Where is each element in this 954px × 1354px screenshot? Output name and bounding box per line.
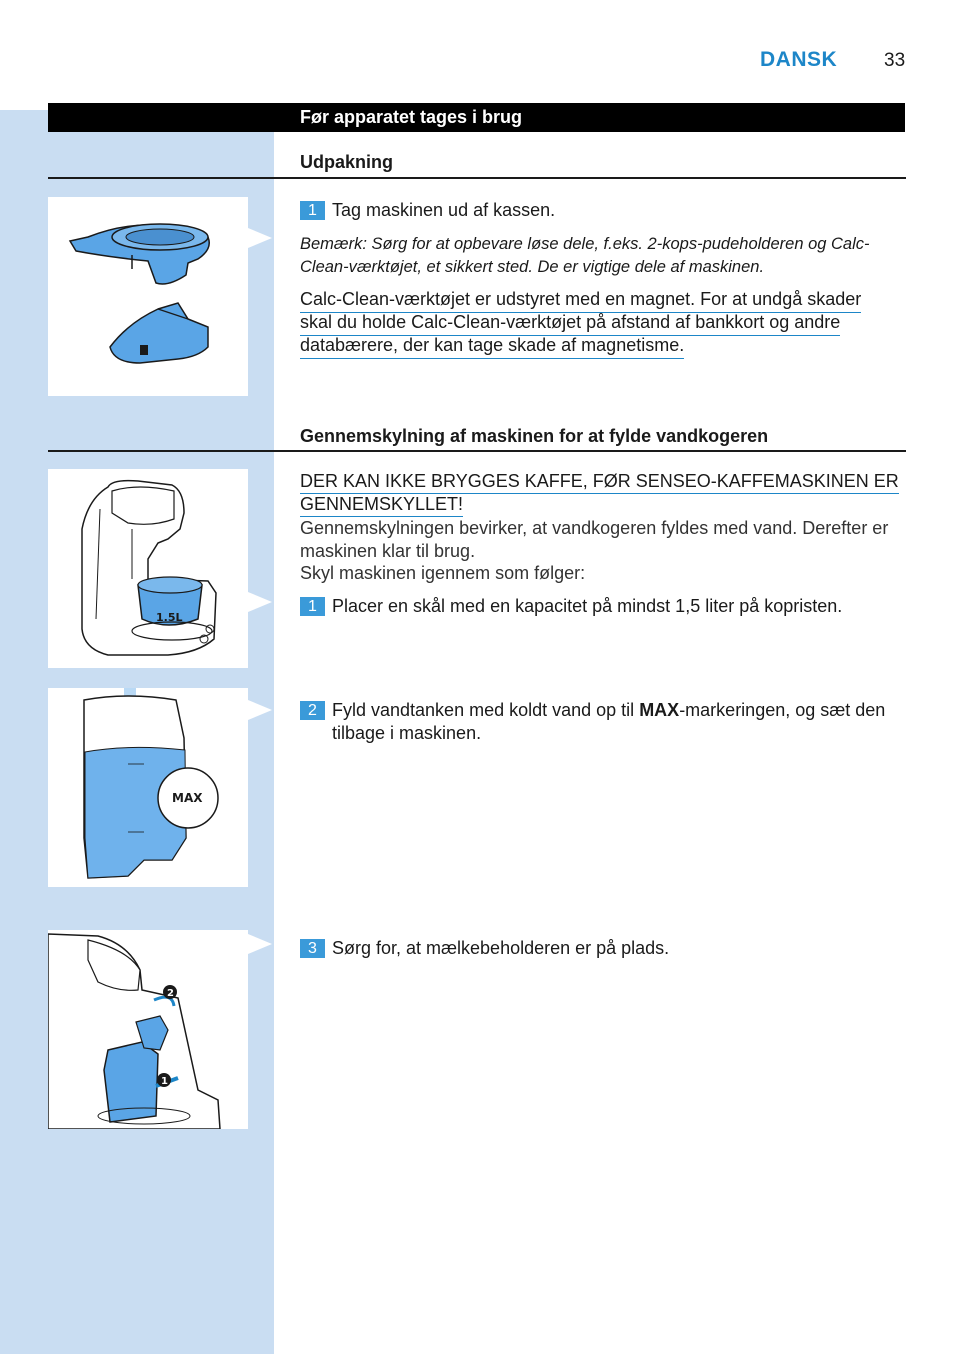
magnet-warning-line: Calc-Clean-værktøjet er udstyret med en magnet. For at undgå skader bbox=[300, 288, 861, 313]
callout-number: 1 bbox=[161, 1076, 168, 1087]
page-number: 33 bbox=[884, 50, 906, 71]
machine-bowl-illustration bbox=[48, 469, 248, 668]
flushing-step-3 bbox=[300, 937, 900, 960]
flushing-heading: Gennemskylning af maskinen for at fylde vandkogeren bbox=[300, 426, 769, 446]
max-marking-label: MAX bbox=[172, 791, 203, 805]
step-number-badge: 1 bbox=[300, 597, 325, 616]
bowl-capacity-label: 1.5L bbox=[156, 611, 183, 624]
figure-water-tank bbox=[48, 688, 248, 887]
unpacking-note bbox=[300, 233, 890, 279]
step-text: Tag maskinen ud af kassen. bbox=[332, 200, 556, 220]
magnet-warning-line: databærere, der kan tage skade af magnetisme. bbox=[300, 334, 684, 359]
step-text-part: -markeringen, og sæt den tilbage i maskinen. bbox=[332, 700, 886, 743]
intro-line: Gennemskylningen bevirker, at vandkogeren fyldes med vand. Derefter er bbox=[300, 518, 889, 538]
intro-line: Skyl maskinen igennem som følger: bbox=[300, 563, 586, 583]
figure-pointer bbox=[248, 592, 272, 612]
flushing-rule bbox=[48, 450, 906, 452]
intro-line: maskinen klar til brug. bbox=[300, 540, 476, 561]
flushing-warning-line: GENNEMSKYLLET! bbox=[300, 493, 463, 517]
flushing-step-1 bbox=[300, 595, 900, 618]
step-text: Placer en skål med en kapacitet på mindst 1,5 liter på kopristen. bbox=[332, 596, 843, 616]
flushing-warning bbox=[300, 470, 910, 516]
unpacking-rule bbox=[48, 177, 906, 179]
callout-number: 2 bbox=[167, 988, 174, 999]
step-text bbox=[300, 699, 900, 745]
figure-pod-holder-and-calc-clean bbox=[48, 197, 248, 396]
water-tank-illustration bbox=[48, 688, 248, 887]
note-line: Clean-værktøjet, et sikkert sted. De er vigtige dele af maskinen. bbox=[300, 258, 765, 276]
section-title: Før apparatet tages i brug bbox=[300, 107, 523, 127]
flushing-step-2 bbox=[300, 699, 900, 745]
section-title-bar bbox=[48, 103, 905, 132]
unpacking-step-1 bbox=[300, 199, 900, 222]
milk-container-illustration bbox=[48, 930, 248, 1129]
unpacking-heading: Udpakning bbox=[300, 152, 393, 172]
step-text-part: Fyld vandtanken med koldt vand op til bbox=[332, 700, 640, 720]
max-keyword: MAX bbox=[639, 700, 680, 720]
language-label: DANSK bbox=[760, 48, 838, 71]
figure-pointer bbox=[248, 934, 272, 954]
pod-holder-illustration bbox=[48, 197, 248, 396]
step-text: Sørg for, at mælkebeholderen er på plads. bbox=[332, 938, 670, 958]
flushing-intro bbox=[300, 517, 900, 585]
figure-machine-with-bowl bbox=[48, 469, 248, 668]
step-number-badge: 2 bbox=[300, 701, 325, 720]
magnet-warning bbox=[300, 288, 910, 357]
magnet-warning-line: skal du holde Calc-Clean-værktøjet på afstand af bankkort og andre bbox=[300, 311, 840, 336]
note-line: Bemærk: Sørg for at opbevare løse dele, f.eks. 2-kops-pudeholderen og Calc- bbox=[300, 235, 870, 253]
figure-pointer bbox=[248, 700, 272, 720]
figure-pointer bbox=[248, 228, 272, 248]
step-number-badge: 1 bbox=[300, 201, 325, 220]
flushing-warning-line: DER KAN IKKE BRYGGES KAFFE, FØR SENSEO-KAFFEMASKINEN ER bbox=[300, 470, 899, 494]
step-number-badge: 3 bbox=[300, 939, 325, 958]
figure-milk-container bbox=[48, 930, 248, 1129]
